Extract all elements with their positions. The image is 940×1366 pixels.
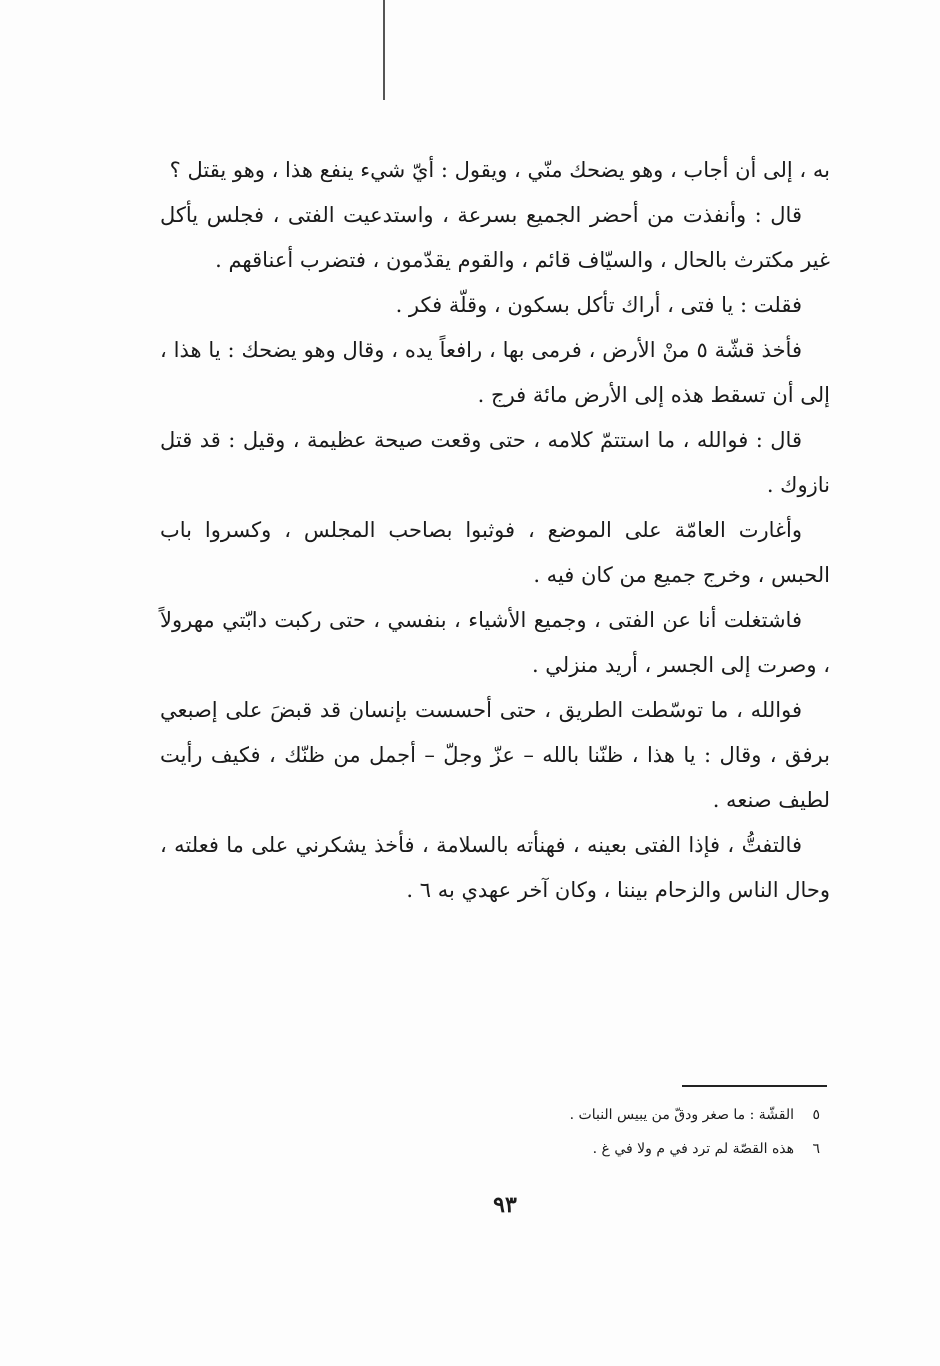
paragraph-3: فقلت : يا فتى ، أراك تأكل بسكون ، وقلّة فكر . <box>395 293 802 317</box>
footnote-6 <box>420 1132 820 1166</box>
footnote-text: القشّة : ما صغر ودقّ من يبيس النبات . <box>569 1107 795 1123</box>
binding-mark <box>383 0 385 100</box>
paragraph-7: فاشتغلت أنا عن الفتى ، وجميع الأشياء ، بنفسي ، حتى ركبت دابّتي مهرولاً ، وصرت إلى الجسر ، أريد منزلي . <box>160 608 830 677</box>
footnotes <box>420 1098 820 1166</box>
paragraph-6: وأغارت العامّة على الموضع ، فوثبوا بصاحب المجلس ، وكسروا باب الحبس ، وخرج جميع من كان فيه . <box>160 518 830 587</box>
paragraph-5: قال : فوالله ، ما استتمّ كلامه ، حتى وقعت صيحة عظيمة ، وقيل : قد قتل نازوك . <box>160 428 830 497</box>
footnote-text: هذه القصّة لم ترد في م ولا في غ . <box>592 1141 795 1157</box>
footnote-number: ٦ <box>812 1141 820 1157</box>
paragraph-9: فالتفتُّ ، فإذا الفتى بعينه ، فهنأته بالسلامة ، فأخذ يشكرني على ما فعلته ، وحال الناس والزحام بيننا ، وكان آخر عهدي به ٦ . <box>160 833 830 902</box>
paragraph-4: فأخذ قشّة ٥ منْ الأرض ، فرمى بها ، رافعاً يده ، وقال وهو يضحك : يا هذا ، إلى أن تسقط هذه إلى الأرض مائة فرج . <box>160 338 830 407</box>
footnote-divider <box>682 1085 827 1087</box>
paragraph-1: به ، إلى أن أجاب ، وهو يضحك منّي ، ويقول : أيّ شيء ينفع هذا ، وهو يقتل ؟ <box>169 158 830 182</box>
footnote-number: ٥ <box>812 1107 820 1123</box>
page-number: ٩٣ <box>493 1192 517 1218</box>
paragraph-2: قال : وأنفذت من أحضر الجميع بسرعة ، واستدعيت الفتى ، فجلس يأكل غير مكترث بالحال ، والسيّاف قائم ، والقوم يقدّمون ، فتضرب أعناقهم . <box>160 203 830 272</box>
main-text <box>160 148 830 913</box>
paragraph-8: فوالله ، ما توسّطت الطريق ، حتى أحسست بإنسان قد قبضَ على إصبعي برفق ، وقال : يا هذا ، ظنّنا بالله – عزّ وجلّ – أجمل من ظنّك ، فكيف رأيت لطيف صنعه . <box>160 698 830 812</box>
footnote-5 <box>420 1098 820 1132</box>
